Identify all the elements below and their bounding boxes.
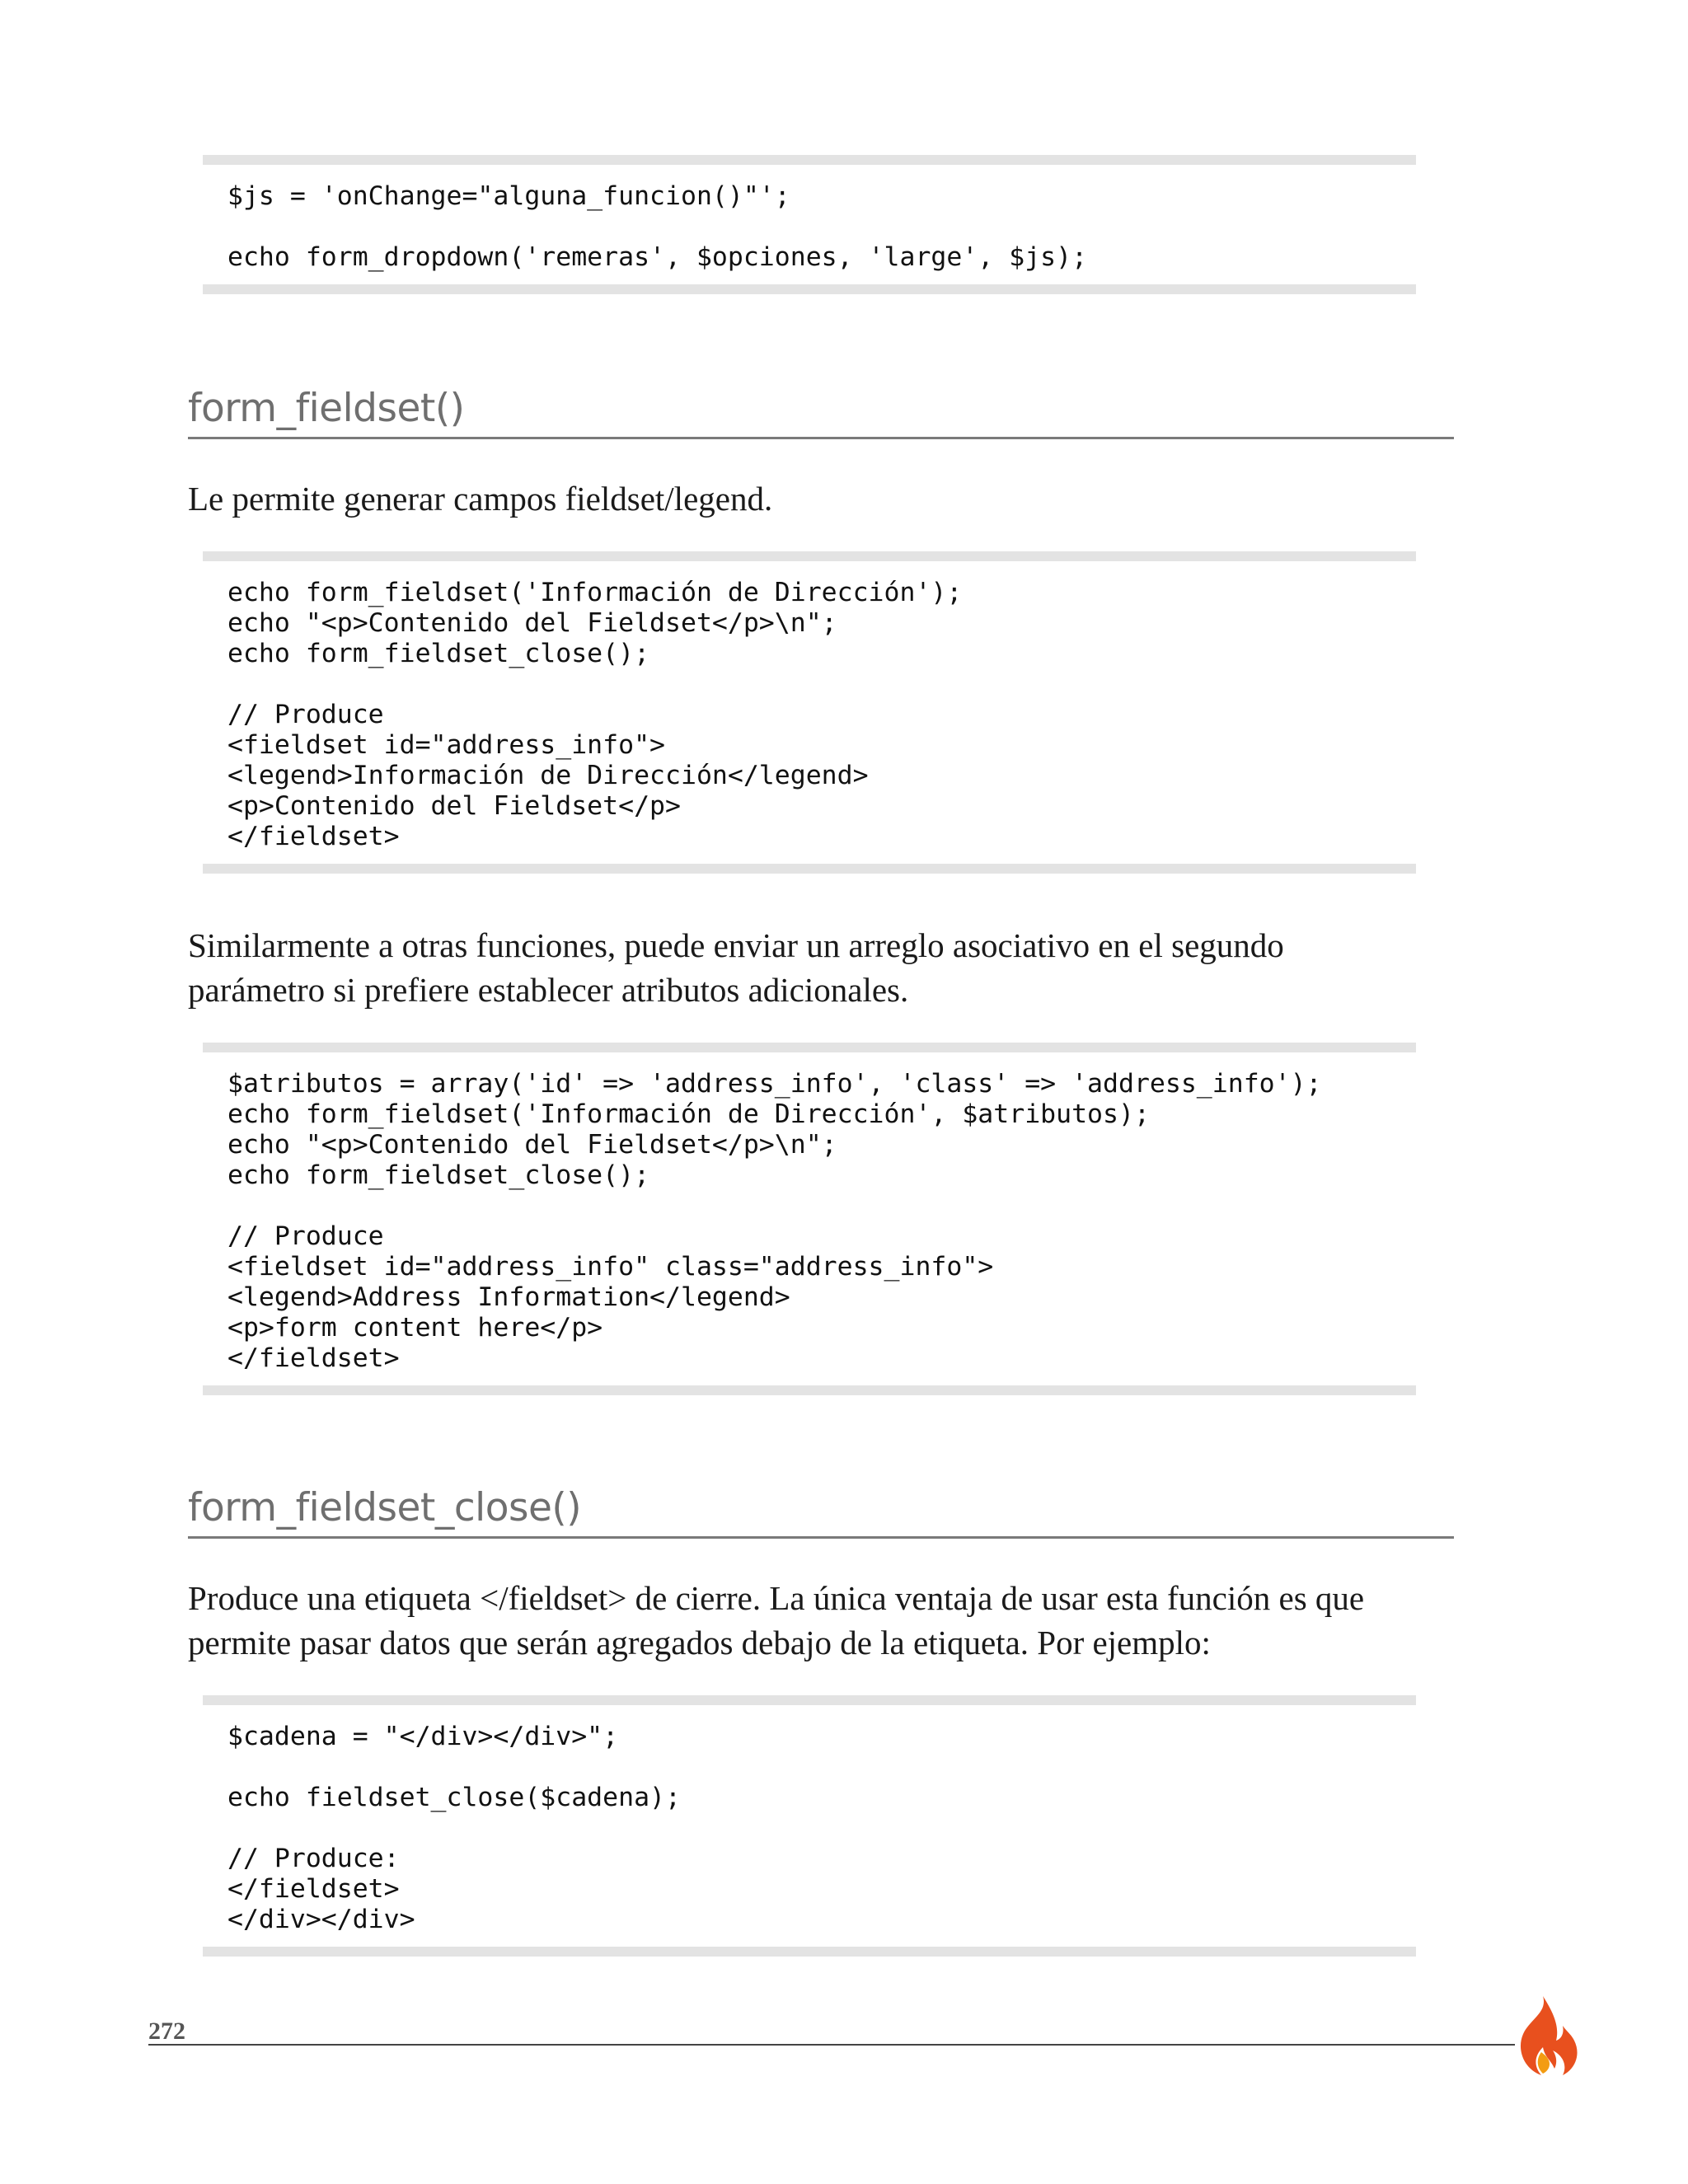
code-line: $js = 'onChange="alguna_funcion()"'; <box>227 181 790 211</box>
codeigniter-flame-icon <box>1505 1994 1579 2080</box>
code-line: echo form_dropdown('remeras', $opciones, 'large', $js); <box>227 242 1088 272</box>
code-line: </fieldset> <box>227 1343 400 1373</box>
code-line: echo "<p>Contenido del Fieldset</p>\n"; <box>227 608 837 638</box>
code-line: </div></div> <box>227 1905 415 1934</box>
code-line: <legend>Address Information</legend> <box>227 1282 790 1312</box>
code-line <box>227 1191 1416 1221</box>
code-line: // Produce <box>227 700 384 729</box>
code-line <box>227 212 1416 242</box>
code-line: // Produce <box>227 1221 384 1251</box>
footer-rule <box>148 2044 1515 2046</box>
code-line: $cadena = "</div></div>"; <box>227 1722 619 1751</box>
code-line: <p>Contenido del Fieldset</p> <box>227 791 681 821</box>
code-line: echo form_fieldset('Información de Dirección'); <box>227 578 963 607</box>
code-line <box>227 1813 1416 1844</box>
code-line: echo fieldset_close($cadena); <box>227 1783 681 1812</box>
code-block-fieldset-close-example <box>203 1695 1416 1957</box>
section-heading-form-fieldset: form_fieldset() <box>188 384 1454 439</box>
code-line: <fieldset id="address_info"> <box>227 730 666 760</box>
paragraph-line: Produce una etiqueta </fieldset> de cierre. La única ventaja de usar esta función es que <box>188 1579 1365 1617</box>
code-block-fieldset-example <box>203 551 1416 874</box>
code-line <box>227 1752 1416 1783</box>
paragraph-line: parámetro si prefiere establecer atributos adicionales. <box>188 971 909 1009</box>
code-line <box>227 669 1416 700</box>
code-line: // Produce: <box>227 1844 400 1873</box>
code-line: $atributos = array('id' => 'address_info', 'class' => 'address_info'); <box>227 1069 1322 1099</box>
code-line: <fieldset id="address_info" class="address_info"> <box>227 1252 994 1282</box>
code-line: echo form_fieldset('Información de Dirección', $atributos); <box>227 1099 1150 1129</box>
page-number: 272 <box>148 2018 185 2045</box>
code-line: echo "<p>Contenido del Fieldset</p>\n"; <box>227 1130 837 1160</box>
code-line: echo form_fieldset_close(); <box>227 639 650 668</box>
paragraph-line: Similarmente a otras funciones, puede enviar un arreglo asociativo en el segundo <box>188 926 1284 964</box>
code-block-fieldset-attributes <box>203 1043 1416 1395</box>
paragraph-line: Le permite generar campos fieldset/legend. <box>188 480 773 518</box>
code-line: echo form_fieldset_close(); <box>227 1160 650 1190</box>
section-heading-form-fieldset-close: form_fieldset_close() <box>188 1483 1454 1539</box>
paragraph-attributes <box>188 923 1474 1012</box>
code-line: <legend>Información de Dirección</legend> <box>227 761 869 790</box>
paragraph-fieldset-intro <box>188 476 1474 521</box>
paragraph-fieldset-close <box>188 1576 1474 1665</box>
code-line: </fieldset> <box>227 822 400 851</box>
code-block-dropdown <box>203 155 1416 294</box>
code-line: </fieldset> <box>227 1874 400 1904</box>
paragraph-line: permite pasar datos que serán agregados debajo de la etiqueta. Por ejemplo: <box>188 1624 1211 1661</box>
code-line: <p>form content here</p> <box>227 1313 603 1343</box>
